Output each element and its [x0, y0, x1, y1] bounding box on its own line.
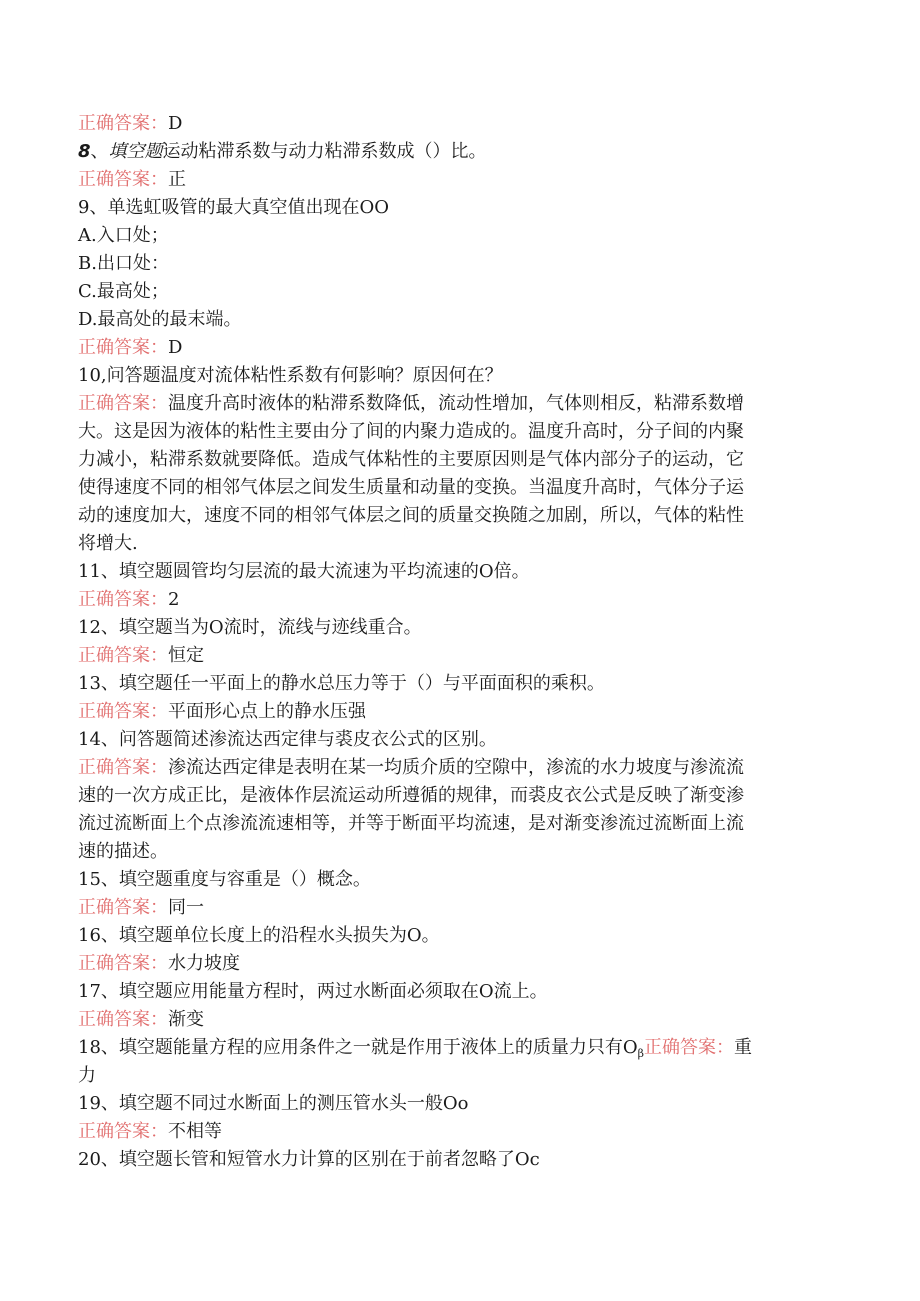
answer-line — [78, 642, 848, 670]
answer-text-line: 流过流断面上个点渗流流速相等，并等于断面平均流速，是对渐变渗流过流断面上流 — [78, 813, 744, 834]
answer-line — [78, 1006, 848, 1034]
question-9: 9、单选虹吸管的最大真空值出现在OO — [78, 197, 389, 218]
answer-text-line: 速的描述。 — [78, 841, 168, 862]
question-separator: 、 — [90, 141, 109, 162]
answer-text-line: 力减小，粘滞系数就要降低。造成气体粘性的主要原因则是气体内部分子的运动，它 — [78, 449, 744, 470]
answer-label: 正确答案： — [78, 897, 168, 918]
answer-value: 平面形心点上的静水压强 — [168, 701, 366, 722]
answer-text-line: 动的速度加大，速度不同的相邻气体层之间的质量交换随之加剧，所以，气体的粘性 — [78, 505, 744, 526]
answer-line — [78, 390, 848, 418]
question-19: 19、填空题不同过水断面上的测压管水头一般Oo — [78, 1093, 469, 1114]
answer-text-line: 将增大. — [78, 533, 138, 554]
question-17: 17、填空题应用能量方程时，两过水断面必须取在O流上。 — [78, 981, 548, 1002]
answer-label: 正确答案： — [644, 1037, 735, 1058]
question-text: 运动粘滞系数与动力粘滞系数成（）比。 — [162, 141, 487, 162]
answer-text-line: 渗流达西定律是表明在某一均质介质的空隙中，渗流的水力坡度与渗流流 — [168, 757, 744, 778]
question-13: 13、填空题任一平面上的静水总压力等于（）与平面面积的乘积。 — [78, 673, 605, 694]
answer-label: 正确答案： — [78, 113, 168, 134]
answer-line — [78, 1118, 848, 1146]
question-14: 14、问答题简述渗流达西定律与裘皮衣公式的区别。 — [78, 729, 497, 750]
answer-value: 正 — [168, 169, 186, 190]
question-8 — [78, 138, 848, 166]
answer-label: 正确答案： — [78, 757, 168, 778]
answer-value: 恒定 — [168, 645, 204, 666]
answer-value: 2 — [168, 589, 180, 610]
option-d: D.最高处的最末端。 — [78, 309, 242, 330]
question-11: 11、填空题圆管均匀层流的最大流速为平均流速的O倍。 — [78, 561, 530, 582]
question-10: 10,问答题温度对流体粘性系数有何影响？原因何在？ — [78, 365, 503, 386]
answer-line — [78, 334, 848, 362]
answer-text-line: 温度升高时液体的粘滞系数降低，流动性增加，气体则相反，粘滞系数增 — [168, 393, 744, 414]
answer-line — [78, 166, 848, 194]
answer-value: D — [168, 337, 183, 358]
answer-line — [78, 894, 848, 922]
question-16: 16、填空题单位长度上的沿程水头损失为O。 — [78, 925, 440, 946]
answer-line — [78, 586, 848, 614]
answer-label: 正确答案： — [78, 589, 168, 610]
question-20: 20、填空题长管和短管水力计算的区别在于前者忽略了Oc — [78, 1149, 540, 1170]
answer-value: 不相等 — [168, 1121, 222, 1142]
question-15: 15、填空题重度与容重是（）概念。 — [78, 869, 371, 890]
answer-text-line: 使得速度不同的相邻气体层之间发生质量和动量的变换。当温度升高时，气体分子运 — [78, 477, 744, 498]
option-b: B.出口处： — [78, 253, 169, 274]
answer-line — [78, 698, 848, 726]
answer-line — [78, 110, 848, 138]
answer-continuation: 力 — [78, 1065, 96, 1086]
question-12: 12、填空题当为O流时，流线与迹线重合。 — [78, 617, 422, 638]
answer-line — [78, 950, 848, 978]
question-text: 18、填空题能量方程的应用条件之一就是作用于液体上的质量力只有O — [78, 1037, 638, 1058]
answer-label: 正确答案： — [78, 701, 168, 722]
question-type: 填空题 — [108, 141, 163, 162]
answer-value: 重 — [734, 1037, 753, 1058]
answer-label: 正确答案： — [78, 1121, 168, 1142]
answer-text-line: 速的一次方成正比，是液体作层流运动所遵循的规律，而裘皮衣公式是反映了渐变渗 — [78, 785, 744, 806]
option-a: A.入口处； — [78, 225, 169, 246]
question-subscript: β — [637, 1047, 645, 1060]
answer-line — [78, 754, 848, 782]
question-number: 8 — [78, 141, 91, 162]
answer-value: 水力坡度 — [168, 953, 240, 974]
answer-value: 同一 — [168, 897, 204, 918]
option-c: C.最高处； — [78, 281, 169, 302]
answer-value: 渐变 — [168, 1009, 204, 1030]
answer-text-line: 大。这是因为液体的粘性主要由分了间的内聚力造成的。温度升高时，分子间的内聚 — [78, 421, 744, 442]
answer-label: 正确答案： — [78, 1009, 168, 1030]
answer-label: 正确答案： — [78, 169, 168, 190]
answer-label: 正确答案： — [78, 645, 168, 666]
answer-value: D — [168, 113, 183, 134]
answer-label: 正确答案： — [78, 953, 168, 974]
answer-label: 正确答案： — [78, 337, 168, 358]
answer-label: 正确答案： — [78, 393, 168, 414]
